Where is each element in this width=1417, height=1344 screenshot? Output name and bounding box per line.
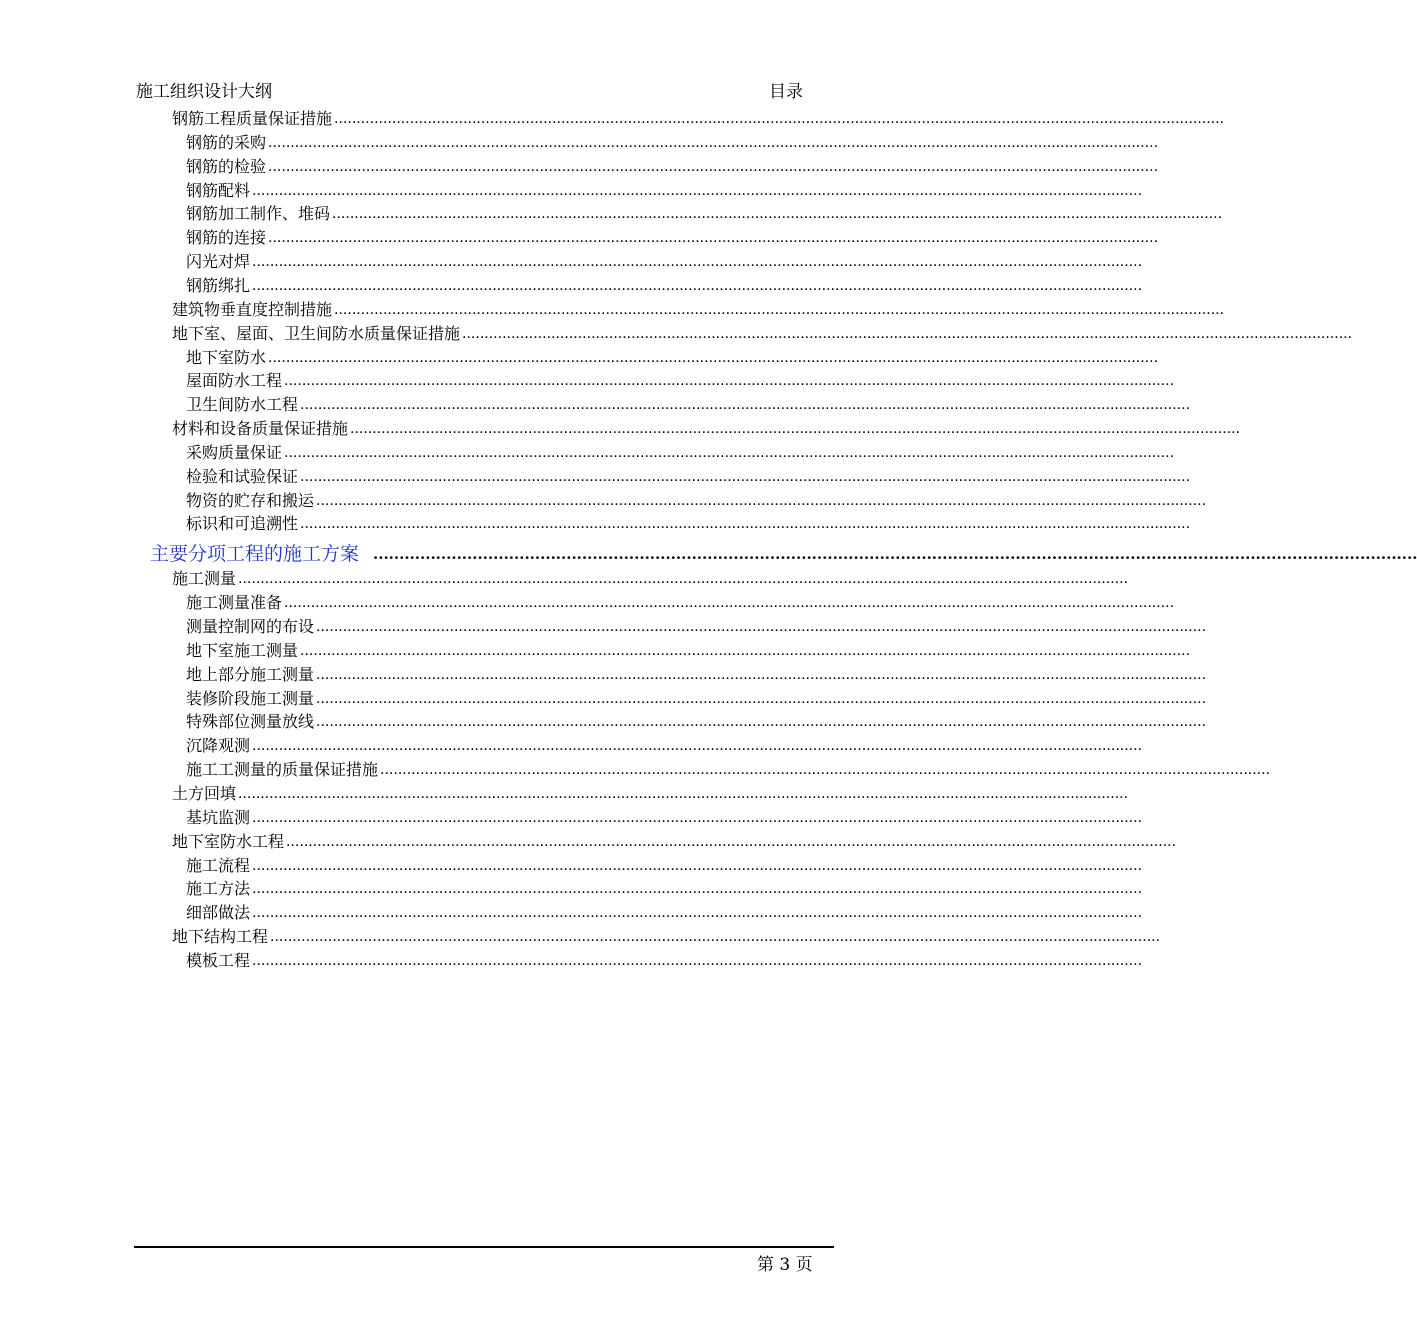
toc-entry-title: 沉降观测 [186, 736, 251, 756]
toc-dot-leader: ........................................................................................................................................................................................................ [252, 881, 1143, 898]
toc-entry[interactable] [186, 638, 1191, 662]
toc-dot-leader: ........................................................................................................................................................................................................ [252, 182, 1143, 199]
toc-entry[interactable] [172, 416, 1241, 440]
toc-entry-title: 施工测量 [172, 569, 237, 589]
toc-entry[interactable] [186, 201, 1223, 225]
toc-dot-leader: ........................................................................................................................................................................................................ [268, 230, 1159, 247]
toc-entry[interactable] [186, 733, 1143, 757]
toc-entry-title: 闪光对焊 [186, 252, 251, 272]
toc-dot-leader: ........................................................................................................................................................................................................ [252, 809, 1143, 826]
toc-entry-title: 施工流程 [186, 855, 251, 875]
toc-dot-leader: ........................................................................................................................................................................................................ [300, 516, 1191, 533]
toc-dot-leader: ........................................................................................................................................................................................................ [332, 206, 1223, 223]
toc-dot-leader: ........................................................................................................................................................................................................ [284, 595, 1175, 612]
toc-entry-title: 施工工测量的质量保证措施 [186, 760, 379, 780]
toc-entry[interactable] [186, 488, 1207, 512]
toc-entry-title: 钢筋绑扎 [186, 275, 251, 295]
toc-entry[interactable] [186, 590, 1175, 614]
toc-entry-title: 地下室防水 [186, 347, 267, 367]
header-title: 施工组织设计大纲 [136, 82, 272, 102]
toc-entry-title: 地下室、屋面、卫生间防水质量保证措施 [172, 323, 461, 343]
toc-entry[interactable] [172, 829, 1177, 853]
toc-entry[interactable] [186, 662, 1207, 686]
toc-entry[interactable] [186, 130, 1159, 154]
toc-entry[interactable] [186, 345, 1159, 369]
toc-entry[interactable] [186, 440, 1175, 464]
toc-entry-title: 物资的贮存和搬运 [186, 490, 315, 510]
toc-entry-title: 建筑物垂直度控制措施 [172, 299, 333, 319]
toc-entry[interactable] [172, 924, 1161, 948]
toc-dot-leader: ........................................................................................................................................................................................................ [284, 444, 1175, 461]
toc-entry-title: 材料和设备质量保证措施 [172, 419, 349, 439]
toc-entry-title: 卫生间防水工程 [186, 395, 299, 415]
toc-dot-leader: ........................................................................................................................................................................................................ [350, 421, 1241, 438]
toc-entry-title: 钢筋的采购 [186, 132, 267, 152]
toc-entry[interactable] [186, 154, 1159, 178]
toc-entry[interactable] [186, 709, 1207, 733]
toc-entry-title: 地下室施工测量 [186, 640, 299, 660]
toc-dot-leader: ........................................................................................................................................................................................................ [300, 397, 1191, 414]
toc-entry-title: 标识和可追溯性 [186, 514, 299, 534]
toc-entry[interactable] [186, 273, 1143, 297]
toc-entry[interactable] [186, 805, 1143, 829]
toc-dot-leader: ........................................................................................................................................................................................................ [316, 666, 1207, 683]
toc-entry[interactable] [172, 781, 1129, 805]
toc-entry-title: 钢筋加工制作、堆码 [186, 204, 331, 224]
toc-entry[interactable] [186, 853, 1143, 877]
toc-dot-leader: ........................................................................................................................................................................................................ [316, 690, 1207, 707]
toc-entry-title: 钢筋的检验 [186, 156, 267, 176]
toc-entry[interactable] [186, 876, 1143, 900]
toc-entry[interactable] [186, 614, 1207, 638]
footer-divider [134, 1246, 834, 1248]
toc-entry[interactable] [172, 566, 1129, 590]
toc-dot-leader: ........................................................................................................................................................................................................ [268, 134, 1159, 151]
toc-dot-leader: ........................................................................................................................................................................................................ [286, 833, 1177, 850]
toc-dot-leader: ........................................................................................................................................................................................................ [268, 349, 1159, 366]
toc-entry[interactable] [172, 321, 1353, 345]
toc-entry[interactable] [150, 539, 1417, 566]
toc-entry-title: 屋面防水工程 [186, 371, 283, 391]
toc-dot-leader: ........................................................................................................................................................................................................ [252, 905, 1143, 922]
toc-dot-leader: ........................................................................................................................................................................................................ [270, 929, 1161, 946]
toc-entry[interactable] [186, 511, 1191, 535]
toc-entry-title: 装修阶段施工测量 [186, 688, 315, 708]
toc-entry-title: 主要分项工程的施工方案 [150, 543, 360, 566]
toc-entry[interactable] [172, 297, 1225, 321]
toc-dot-leader: ........................................................................................................................................................................................................ [252, 254, 1143, 271]
toc-dot-leader: ........................................................................................................................................................................................................ [284, 373, 1175, 390]
toc-entry[interactable] [186, 757, 1271, 781]
toc-dot-leader: ........................................................................................................................................................................................................ [462, 325, 1353, 342]
toc-entry[interactable] [186, 225, 1159, 249]
toc-dot-leader: ........................................................................................................................................................................................................ [334, 301, 1225, 318]
toc-entry-title: 细部做法 [186, 903, 251, 923]
toc-dot-leader: ........................................................................................................................................................................................................ [238, 785, 1129, 802]
toc-entry[interactable] [186, 249, 1143, 273]
toc-entry-title: 施工方法 [186, 879, 251, 899]
toc-dot-leader: ........................................................................................................................................................................................................ [316, 619, 1207, 635]
toc-dot-leader: ........................................................................................................................................................................................................ [373, 545, 1417, 564]
toc-entry-title: 地下室防水工程 [172, 831, 285, 851]
toc-dot-leader: ........................................................................................................................................................................................................ [268, 158, 1159, 175]
toc-dot-leader: ........................................................................................................................................................................................................ [252, 277, 1143, 294]
toc-dot-leader: ........................................................................................................................................................................................................ [316, 492, 1207, 509]
toc-entry-title: 钢筋配料 [186, 180, 251, 200]
toc-entry-title: 检验和试验保证 [186, 466, 299, 486]
toc-entry[interactable] [186, 900, 1143, 924]
toc-entry-title: 测量控制网的布设 [186, 617, 315, 636]
toc-entry[interactable] [186, 686, 1207, 710]
toc-entry[interactable] [186, 178, 1143, 202]
toc-dot-leader: ........................................................................................................................................................................................................ [252, 952, 1143, 969]
toc-dot-leader: ........................................................................................................................................................................................................ [300, 642, 1191, 659]
toc-entry-title: 特殊部位测量放线 [186, 712, 315, 732]
toc-entry-title: 基坑监测 [186, 807, 251, 827]
toc-entry[interactable] [186, 464, 1191, 488]
page-number: 第 3 页 [757, 1255, 813, 1275]
toc-entry[interactable] [172, 106, 1225, 130]
toc-entry-title: 采购质量保证 [186, 442, 283, 462]
toc-dot-leader: ........................................................................................................................................................................................................ [300, 468, 1191, 485]
toc-entry[interactable] [186, 368, 1175, 392]
toc-entry-title: 施工测量准备 [186, 593, 283, 613]
toc-entry[interactable] [186, 948, 1143, 972]
toc-entry-title: 地下结构工程 [172, 927, 269, 947]
toc-entry-title: 模板工程 [186, 950, 251, 970]
toc-entry-title: 土方回填 [172, 783, 237, 803]
toc-entry-title: 地上部分施工测量 [186, 664, 315, 684]
toc-dot-leader: ........................................................................................................................................................................................................ [380, 762, 1271, 779]
toc-dot-leader: ........................................................................................................................................................................................................ [252, 738, 1143, 755]
header-section-label: 目录 [769, 82, 803, 102]
toc-dot-leader: ........................................................................................................................................................................................................ [334, 111, 1225, 127]
toc-entry[interactable] [186, 392, 1191, 416]
toc-entry-title: 钢筋工程质量保证措施 [172, 109, 333, 128]
toc-dot-leader: ........................................................................................................................................................................................................ [238, 571, 1129, 588]
toc-dot-leader: ........................................................................................................................................................................................................ [316, 714, 1207, 731]
toc-entry-title: 钢筋的连接 [186, 228, 267, 248]
toc-dot-leader: ........................................................................................................................................................................................................ [252, 857, 1143, 874]
